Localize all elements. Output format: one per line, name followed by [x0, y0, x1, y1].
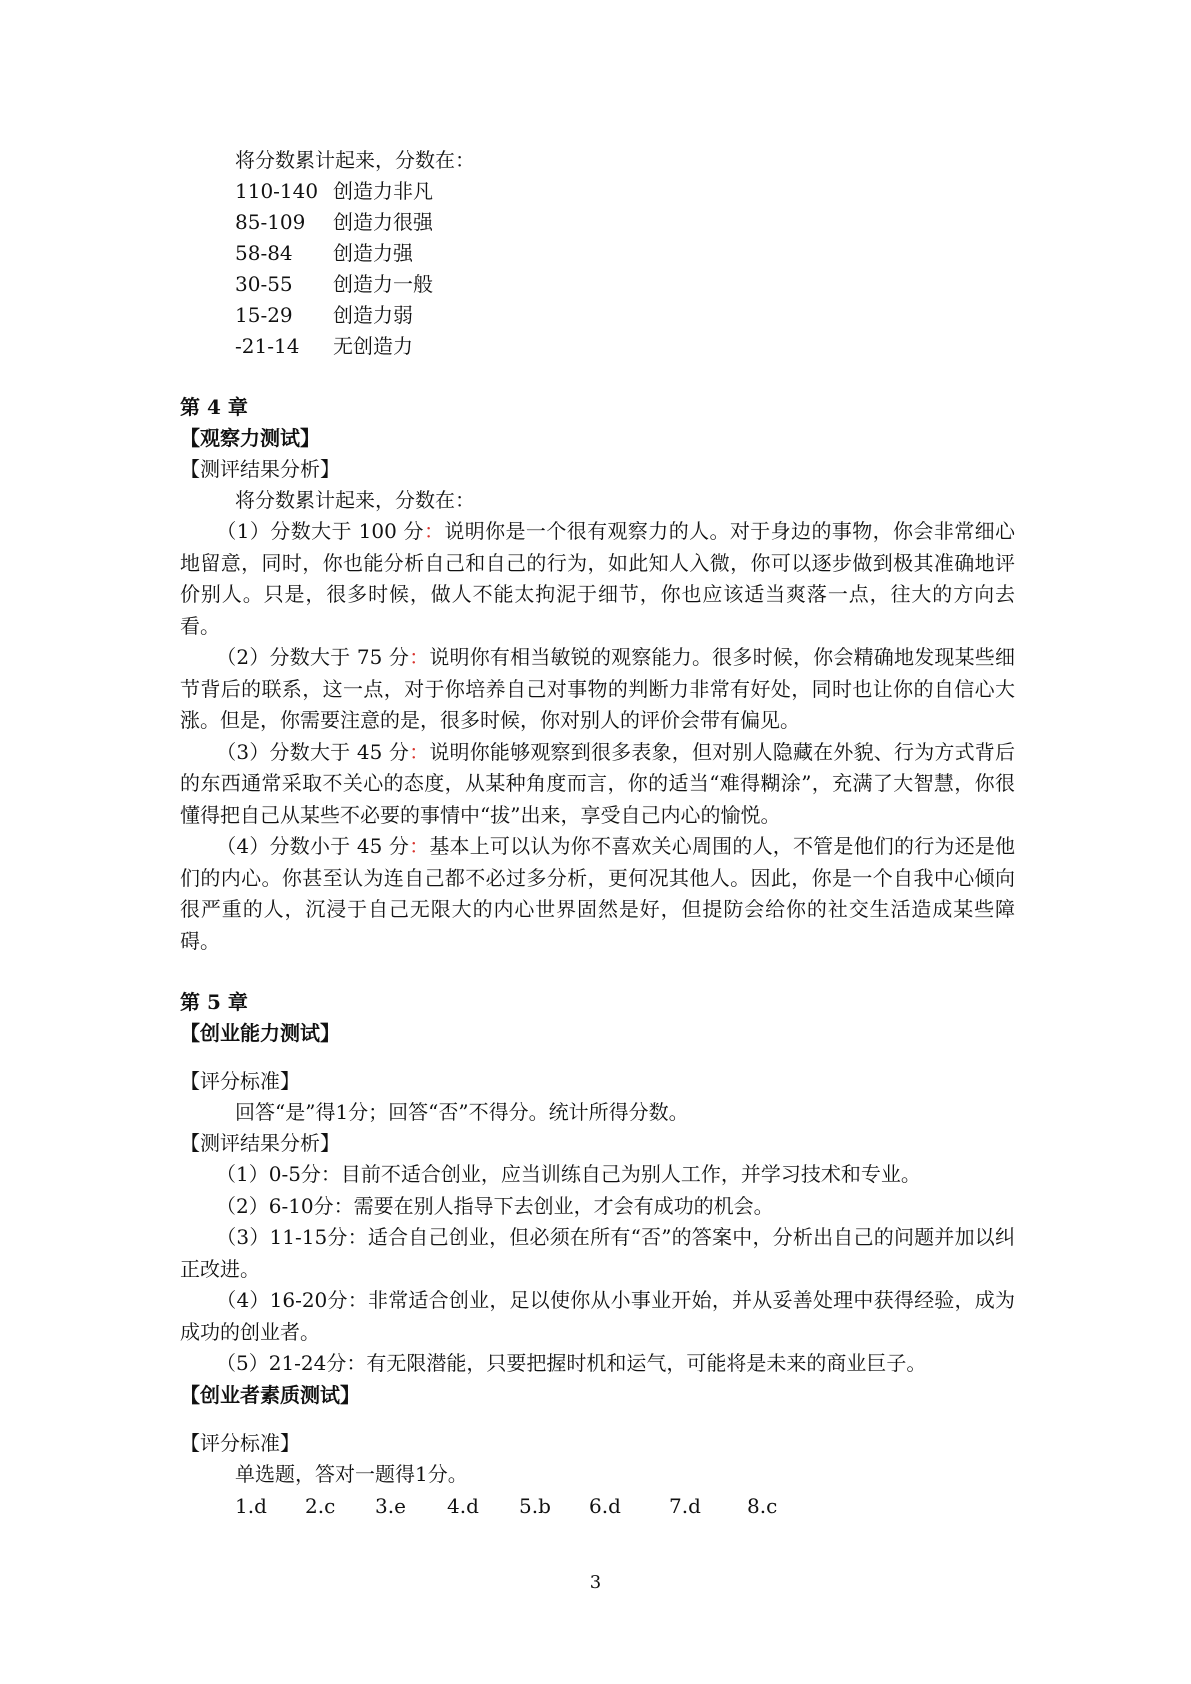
score-row [180, 300, 1015, 331]
result-text: 说明你是一个很有观察力的人。对于身边的事物，你会非常细心地留意，同时，你也能分析自己和自己的行为，如此知人入微，你可以逐步做到极其准确地评价别人。只是，很多时候，做人不能太拘泥于细节，你也应该适当爽落一点，往大的方向去看。 [180, 519, 1016, 638]
result-paragraph [180, 1285, 1015, 1348]
score-range: 85-109 [235, 210, 306, 234]
score-range: -21-14 [235, 334, 300, 358]
page-number: 3 [589, 1572, 602, 1593]
entrepreneur-quality-test-title: 【创业者素质测试】 [180, 1382, 360, 1407]
observation-test-title: 【观察力测试】 [180, 426, 320, 450]
score-row [180, 176, 1015, 207]
result-text: （3）11-15分：适合自己创业，但必须在所有“否”的答案中，分析出自己的问题并加以纠正改进。 [180, 1225, 1015, 1281]
score-row [180, 238, 1015, 269]
answer-item: 4.d [447, 1493, 479, 1518]
result-text: 说明你有相当敏锐的观察能力。很多时候，你会精确地发现某些细节背后的联系，这一点，对于你培养自己对事物的判断力非常有好处，同时也让你的自信心大涨。但是，你需要注意的是，很多时候，你对别人的评价会带有偏见。 [180, 645, 1016, 732]
scoring-text: 回答“是”得1分；回答“否”不得分。统计所得分数。 [235, 1100, 689, 1124]
score-label: 创造力强 [333, 241, 413, 265]
score-label: 创造力弱 [333, 303, 413, 327]
score-range: 30-55 [235, 272, 293, 296]
result-colon: ： [409, 834, 430, 858]
result-text: 说明你能够观察到很多表象，但对别人隐藏在外貌、行为方式背后的东西通常采取不关心的态度，从某种角度而言，你的适当“难得糊涂”，充满了大智慧，你很懂得把自己从某些不必要的事情中“拔”出来，享受自己内心的愉悦。 [180, 739, 1016, 827]
result-paragraph [180, 1159, 1015, 1191]
result-paragraph [180, 1222, 1015, 1285]
result-paragraph [180, 737, 1015, 832]
result-paragraph [180, 831, 1015, 957]
scoring-text: 单选题，答对一题得1分。 [235, 1461, 468, 1486]
result-paragraph [180, 1348, 1015, 1380]
score-range: 110-140 [235, 179, 319, 203]
page-content [180, 145, 1015, 1522]
chapter-5-heading: 第 5 章 [180, 990, 248, 1014]
score-row [180, 331, 1015, 362]
result-prefix: （2）分数大于 75 分 [216, 645, 410, 669]
result-paragraph [180, 642, 1015, 737]
score-range: 15-29 [235, 303, 293, 327]
result-colon: ： [409, 739, 430, 764]
result-prefix: （1）分数大于 100 分 [216, 519, 424, 543]
analysis-intro: 将分数累计起来，分数在： [235, 488, 475, 512]
result-text: （1）0-5分：目前不适合创业，应当训练自己为别人工作，并学习技术和专业。 [216, 1162, 921, 1186]
score-row [180, 207, 1015, 238]
creativity-score-table [180, 176, 1015, 362]
answer-item: 8.c [747, 1493, 778, 1518]
scoring-title: 【评分标准】 [180, 1069, 300, 1093]
score-label: 无创造力 [333, 334, 413, 358]
score-label: 创造力非凡 [333, 179, 433, 203]
analysis-title: 【测评结果分析】 [180, 457, 340, 481]
entrepreneurship-test-title: 【创业能力测试】 [180, 1021, 340, 1045]
scoring-title: 【评分标准】 [180, 1430, 300, 1455]
answer-item: 3.e [375, 1493, 406, 1518]
score-row [180, 269, 1015, 300]
result-paragraph [180, 1191, 1015, 1223]
score-label: 创造力很强 [333, 210, 433, 234]
result-paragraph [180, 516, 1015, 642]
answer-item: 5.b [519, 1493, 551, 1518]
score-label: 创造力一般 [333, 272, 433, 296]
analysis-title: 【测评结果分析】 [180, 1131, 340, 1155]
answer-item: 2.c [305, 1493, 336, 1518]
chapter-4-heading: 第 4 章 [180, 395, 248, 419]
result-text: （5）21-24分：有无限潜能，只要把握时机和运气，可能将是未来的商业巨子。 [216, 1351, 927, 1375]
score-range: 58-84 [235, 241, 293, 265]
score-intro: 将分数累计起来，分数在： [235, 148, 475, 172]
result-text: （4）16-20分：非常适合创业，足以使你从小事业开始，并从妥善处理中获得经验，成为成功的创业者。 [180, 1288, 1015, 1344]
answer-item: 7.d [669, 1493, 701, 1518]
result-text: 基本上可以认为你不喜欢关心周围的人，不管是他们的行为还是他们的内心。你甚至认为连自己都不必过多分析，更何况其他人。因此，你是一个自我中心倾向很严重的人，沉浸于自己无限大的内心世界固然是好，但提防会给你的社交生活造成某些障碍。 [180, 834, 1016, 953]
result-colon: ： [409, 645, 430, 669]
result-prefix: （4）分数小于 45 分 [216, 834, 410, 858]
result-text: （2）6-10分：需要在别人指导下去创业，才会有成功的机会。 [216, 1193, 774, 1218]
answer-item: 6.d [589, 1493, 621, 1518]
result-prefix: （3）分数大于 45 分 [216, 739, 410, 764]
answer-key [180, 1490, 1015, 1522]
answer-item: 1.d [235, 1493, 267, 1518]
result-colon: ： [423, 519, 445, 543]
